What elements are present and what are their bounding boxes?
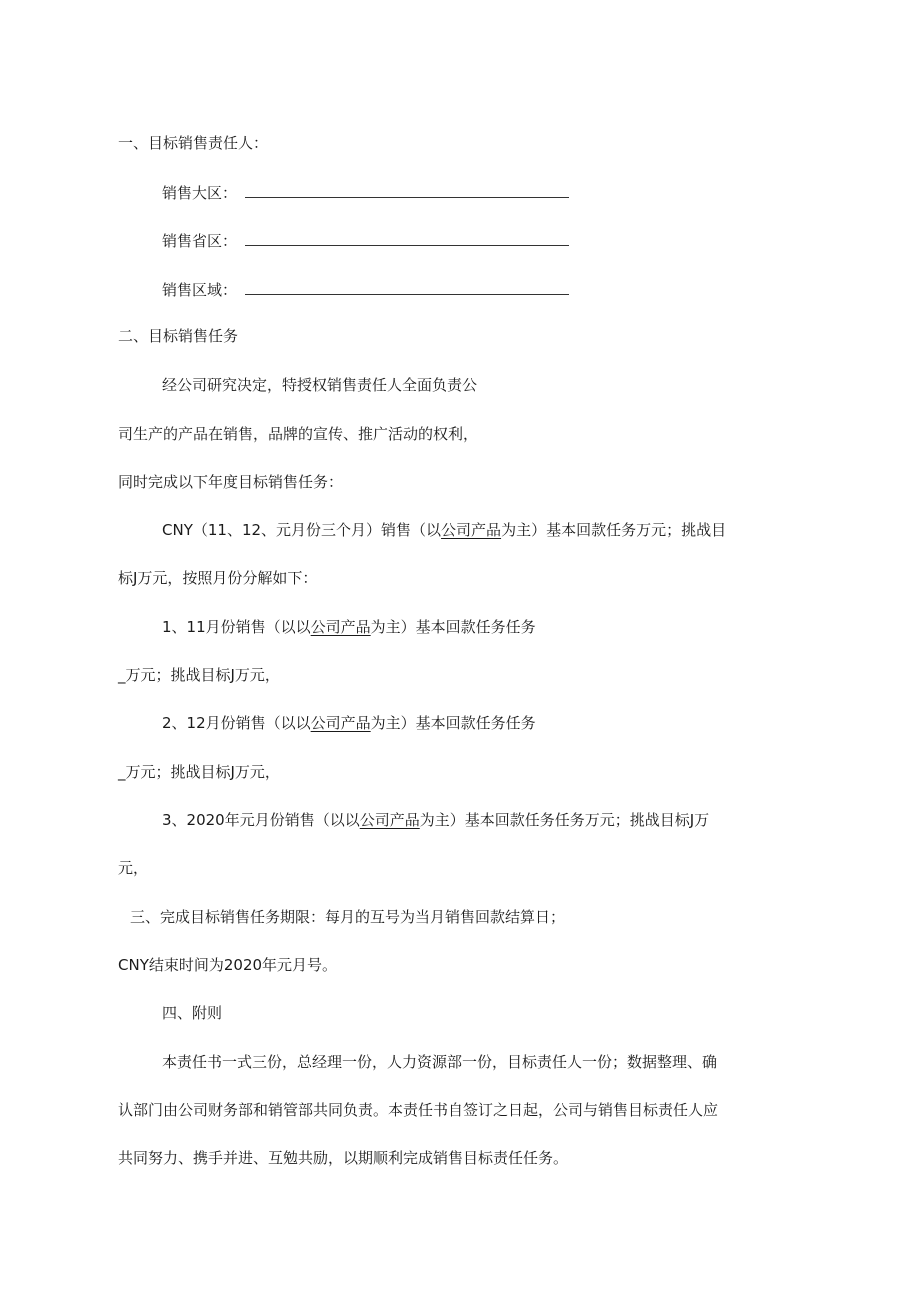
section3-line2: CNY结束时间为2020年元月号。 [118,956,338,974]
task-item-3 [162,810,709,830]
text-span: 为主）基本回款任务万元；挑战目 [501,521,727,539]
underlined-text: 公司产品 [310,618,371,636]
field-label: 销售省区： [162,232,238,250]
section2-heading: 二、目标销售任务 [118,327,239,345]
task-item-3-line2: 元， [118,859,149,877]
field-sales-area [162,280,569,300]
field-label: 销售大区： [162,184,238,202]
blank-line [245,231,569,246]
section1-heading: 一、目标销售责任人： [118,134,269,152]
text-span: 为主）基本回款任务任务 [370,714,536,732]
paragraph-line: 司生产的产品在销售，品牌的宣传、推广活动的权利， [118,425,479,443]
underlined-text: 公司产品 [310,714,371,732]
text-span: 2、12月份销售（以以 [162,714,311,732]
section3-line1: 三、完成目标销售任务期限：每月的互号为当月销售回款结算日； [130,908,566,926]
text-span: 1、11月份销售（以以 [162,618,311,636]
field-label: 销售区域： [162,281,238,299]
paragraph-line: 经公司研究决定，特授权销售责任人全面负责公 [162,376,478,394]
blank-line [245,280,569,295]
task-item-2 [162,713,536,733]
paragraph-line: 共同努力、携手并进、互勉共励，以期顺利完成销售目标责任任务。 [118,1149,569,1167]
main-task-line2: 标J万元，按照月份分解如下： [118,569,318,587]
main-task-line [162,520,726,540]
text-span: 3、2020年元月份销售（以以 [162,811,360,829]
task-item-1-line2: _万元；挑战目标J万元， [118,666,280,684]
text-span: CNY（11、12、元月份三个月）销售（以 [162,521,442,539]
underlined-text: 公司产品 [359,811,420,829]
underlined-text: 公司产品 [441,521,502,539]
blank-line [245,183,569,198]
text-span: 为主）基本回款任务任务 [370,618,536,636]
section4-heading: 四、附则 [162,1004,223,1022]
task-item-1 [162,617,536,637]
task-item-2-line2: _万元；挑战目标J万元， [118,763,280,781]
paragraph-line: 本责任书一式三份，总经理一份，人力资源部一份，目标责任人一份；数据整理、确 [162,1053,718,1071]
paragraph-line: 认部门由公司财务部和销管部共同负责。本责任书自签订之日起，公司与销售目标责任人应 [118,1101,719,1119]
field-sales-province [162,231,569,251]
field-sales-region [162,183,569,203]
text-span: 为主）基本回款任务任务万元；挑战目标J万 [419,811,710,829]
paragraph-line: 同时完成以下年度目标销售任务： [118,473,344,491]
